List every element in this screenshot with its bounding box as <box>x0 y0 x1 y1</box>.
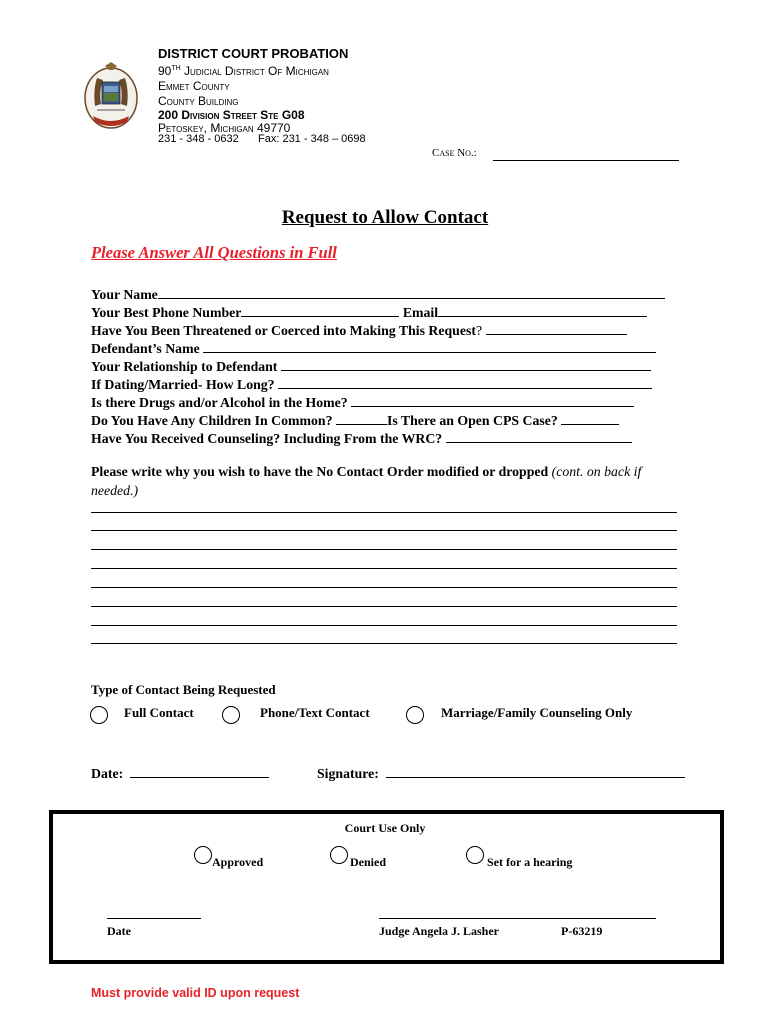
question-threatened-label: Have You Been Threatened or Coerced into Making This Request <box>91 323 476 338</box>
judge-name: Judge Angela J. Lasher <box>379 924 500 938</box>
contact-type-label: Type of Contact Being Requested <box>91 682 276 697</box>
signature-label: Signature: <box>317 766 379 781</box>
office-name: DISTRICT COURT PROBATION <box>158 46 349 61</box>
date-field[interactable] <box>130 777 269 778</box>
question-children-label: Do You Have Any Children In Common? <box>91 413 333 428</box>
explanation-prompt-text: Please write why you wish to have the No Contact Order modified or dropped <box>91 464 549 479</box>
case-number-field[interactable] <box>493 160 679 161</box>
question-threatened <box>91 321 627 339</box>
court-date-line[interactable] <box>107 918 201 919</box>
hearing-label: Set for a hearing <box>487 855 573 869</box>
court-use-title: Court Use Only <box>344 821 426 835</box>
explanation-line-3[interactable] <box>91 549 677 550</box>
cps-field[interactable] <box>561 411 619 425</box>
explanation-line-4[interactable] <box>91 568 677 569</box>
building-name: County Building <box>158 94 239 108</box>
judge-bar-number: P-63219 <box>561 924 603 938</box>
explanation-line-8[interactable] <box>91 643 677 644</box>
question-phone-email <box>91 303 647 321</box>
question-counseling-label: Have You Received Counseling? Including From the WRC? <box>91 431 443 446</box>
relationship-field[interactable] <box>281 357 651 371</box>
counseling-only-label: Marriage/Family Counseling Only <box>441 705 633 720</box>
explanation-note: (cont. on back if needed.) <box>91 464 642 498</box>
question-drugs-label: Is there Drugs and/or Alcohol in the Home? <box>91 395 348 410</box>
court-date-label: Date <box>107 924 131 938</box>
children-field[interactable] <box>336 411 387 425</box>
explanation-line-6[interactable] <box>91 606 677 607</box>
id-requirement-note: Must provide valid ID upon request <box>91 986 300 1000</box>
hearing-radio[interactable] <box>466 846 484 864</box>
michigan-state-seal <box>83 60 139 132</box>
question-drugs <box>91 393 634 411</box>
denied-radio[interactable] <box>330 846 348 864</box>
approved-label: Approved <box>212 855 264 869</box>
district-suffix: TH <box>171 65 181 72</box>
street-address: 200 Division Street Ste G08 <box>158 108 305 122</box>
phone-text-contact-radio[interactable] <box>222 706 240 724</box>
question-email-label: Email <box>402 305 439 320</box>
full-contact-radio[interactable] <box>90 706 108 724</box>
explanation-line-7[interactable] <box>91 625 677 626</box>
phone-text-contact-label: Phone/Text Contact <box>260 705 370 720</box>
signature-field[interactable] <box>386 777 685 778</box>
explanation-line-1[interactable] <box>91 512 677 513</box>
dating-duration-field[interactable] <box>278 375 652 389</box>
question-name <box>91 285 665 303</box>
question-dating-label: If Dating/Married- How Long? <box>91 377 275 392</box>
district-number: 90 <box>158 64 172 78</box>
question-counseling <box>91 429 632 447</box>
question-defendant-label: Defendant’s Name <box>91 341 200 356</box>
explanation-line-2[interactable] <box>91 530 677 531</box>
question-children-cps <box>91 411 619 429</box>
full-contact-label: Full Contact <box>124 705 194 720</box>
denied-label: Denied <box>350 855 386 869</box>
email-field[interactable] <box>438 303 647 317</box>
question-cps-label: Is There an Open CPS Case? <box>386 413 558 428</box>
date-label: Date: <box>91 766 124 781</box>
phone-field[interactable] <box>241 303 399 317</box>
form-title: Request to Allow Contact <box>281 207 489 228</box>
explanation-line-5[interactable] <box>91 587 677 588</box>
name-field[interactable] <box>158 285 665 299</box>
city-address: Petoskey, Michigan 49770 <box>158 121 291 135</box>
fax-number: Fax: 231 - 348 – 0698 <box>258 133 366 145</box>
judicial-district <box>158 64 329 78</box>
approved-radio[interactable] <box>194 846 212 864</box>
case-number-label: Case No.: <box>432 147 477 159</box>
county-name: Emmet County <box>158 79 230 93</box>
phone-number: 231 - 348 - 0632 <box>158 133 239 145</box>
judge-signature-line[interactable] <box>379 918 656 919</box>
form-instructions: Please Answer All Questions in Full <box>91 243 337 262</box>
counseling-field[interactable] <box>446 429 632 443</box>
drugs-field[interactable] <box>351 393 634 407</box>
question-defendant <box>91 339 656 357</box>
counseling-only-radio[interactable] <box>406 706 424 724</box>
question-relationship <box>91 357 651 375</box>
question-relationship-label: Your Relationship to Defendant <box>91 359 278 374</box>
district-text: Judicial District Of Michigan <box>180 64 329 78</box>
explanation-prompt <box>91 462 671 500</box>
threatened-field[interactable] <box>486 321 627 335</box>
question-dating <box>91 375 652 393</box>
question-phone-label: Your Best Phone Number <box>91 305 242 320</box>
question-name-label: Your Name <box>91 287 158 302</box>
defendant-name-field[interactable] <box>203 339 656 353</box>
question-threatened-mark: ? <box>475 323 483 338</box>
